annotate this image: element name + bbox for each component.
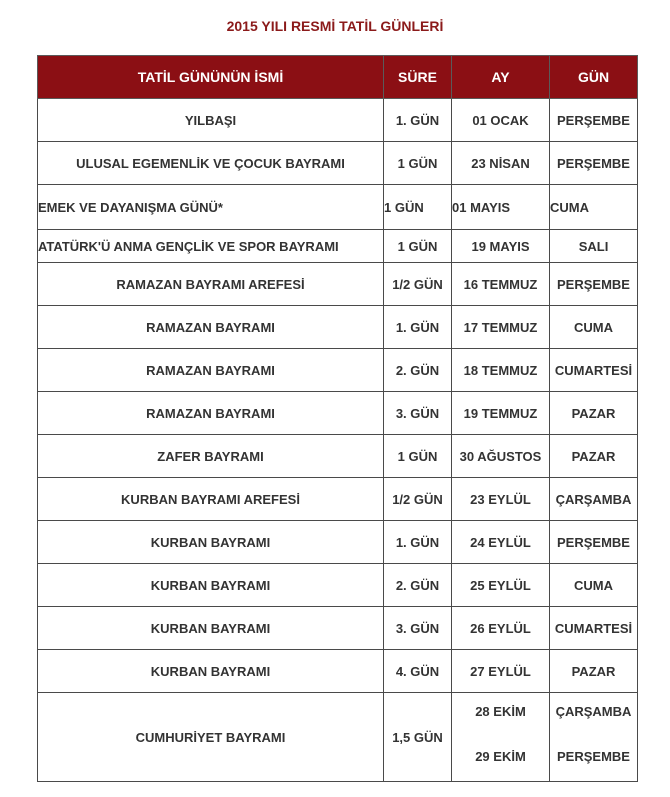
holiday-duration: 1/2 GÜN bbox=[384, 263, 452, 306]
holiday-date bbox=[452, 693, 550, 782]
holiday-weekday: CUMA bbox=[550, 306, 638, 349]
holiday-name: CUMHURİYET BAYRAMI bbox=[38, 693, 384, 782]
holiday-date: 26 EYLÜL bbox=[452, 607, 550, 650]
table-row bbox=[38, 99, 638, 142]
page-title: 2015 YILI RESMİ TATİL GÜNLERİ bbox=[226, 18, 444, 34]
holiday-date: 25 EYLÜL bbox=[452, 564, 550, 607]
holiday-weekday: PERŞEMBE bbox=[550, 521, 638, 564]
holiday-duration: 1. GÜN bbox=[384, 99, 452, 142]
holiday-table bbox=[37, 55, 638, 782]
holiday-duration: 3. GÜN bbox=[384, 392, 452, 435]
holiday-name: RAMAZAN BAYRAMI bbox=[38, 306, 384, 349]
holiday-weekday: PAZAR bbox=[550, 392, 638, 435]
holiday-weekday: PAZAR bbox=[550, 435, 638, 478]
holiday-weekday: PERŞEMBE bbox=[550, 263, 638, 306]
holiday-duration: 2. GÜN bbox=[384, 349, 452, 392]
holiday-name: ULUSAL EGEMENLİK VE ÇOCUK BAYRAMI bbox=[38, 142, 384, 185]
holiday-weekday: PERŞEMBE bbox=[550, 142, 638, 185]
holiday-duration: 1 GÜN bbox=[384, 435, 452, 478]
holiday-name: RAMAZAN BAYRAMI bbox=[38, 392, 384, 435]
holiday-date: 19 MAYIS bbox=[452, 230, 550, 263]
holiday-duration: 1. GÜN bbox=[384, 521, 452, 564]
holiday-date: 18 TEMMUZ bbox=[452, 349, 550, 392]
holiday-duration: 1/2 GÜN bbox=[384, 478, 452, 521]
holiday-name: KURBAN BAYRAMI AREFESİ bbox=[38, 478, 384, 521]
header-month: AY bbox=[452, 56, 550, 99]
table-row bbox=[38, 306, 638, 349]
holiday-weekday: CUMA bbox=[550, 564, 638, 607]
holiday-date: 01 MAYIS bbox=[452, 185, 550, 230]
table-row bbox=[38, 185, 638, 230]
holiday-date: 23 EYLÜL bbox=[452, 478, 550, 521]
table-header-row bbox=[38, 56, 638, 99]
holiday-name: ATATÜRK'Ü ANMA GENÇLİK VE SPOR BAYRAMI bbox=[38, 230, 384, 263]
holiday-name: KURBAN BAYRAMI bbox=[38, 650, 384, 693]
table-row bbox=[38, 142, 638, 185]
table-row bbox=[38, 521, 638, 564]
table-row bbox=[38, 435, 638, 478]
table-row bbox=[38, 564, 638, 607]
holiday-weekday: CUMARTESİ bbox=[550, 349, 638, 392]
holiday-duration: 1 GÜN bbox=[384, 230, 452, 263]
holiday-name: RAMAZAN BAYRAMI AREFESİ bbox=[38, 263, 384, 306]
table-row bbox=[38, 478, 638, 521]
table-row bbox=[38, 607, 638, 650]
holiday-date: 23 NİSAN bbox=[452, 142, 550, 185]
table-row bbox=[38, 230, 638, 263]
holiday-duration: 4. GÜN bbox=[384, 650, 452, 693]
holiday-weekday: CUMARTESİ bbox=[550, 607, 638, 650]
header-holiday-name: TATİL GÜNÜNÜN İSMİ bbox=[38, 56, 384, 99]
holiday-name: KURBAN BAYRAMI bbox=[38, 564, 384, 607]
holiday-weekday: SALI bbox=[550, 230, 638, 263]
holiday-date-line: 28 EKİM bbox=[475, 704, 526, 719]
holiday-weekday bbox=[550, 693, 638, 782]
holiday-weekday: CUMA bbox=[550, 185, 638, 230]
header-duration: SÜRE bbox=[384, 56, 452, 99]
holiday-duration: 1 GÜN bbox=[384, 185, 452, 230]
holiday-name: EMEK VE DAYANIŞMA GÜNÜ* bbox=[38, 185, 384, 230]
holiday-name: ZAFER BAYRAMI bbox=[38, 435, 384, 478]
holiday-date: 24 EYLÜL bbox=[452, 521, 550, 564]
holiday-date: 27 EYLÜL bbox=[452, 650, 550, 693]
holiday-duration: 1. GÜN bbox=[384, 306, 452, 349]
table-row bbox=[38, 349, 638, 392]
holiday-date: 17 TEMMUZ bbox=[452, 306, 550, 349]
holiday-date: 19 TEMMUZ bbox=[452, 392, 550, 435]
table-row bbox=[38, 650, 638, 693]
holiday-weekday-line: PERŞEMBE bbox=[557, 749, 630, 764]
holiday-duration: 1,5 GÜN bbox=[384, 693, 452, 782]
holiday-duration: 3. GÜN bbox=[384, 607, 452, 650]
holiday-duration: 1 GÜN bbox=[384, 142, 452, 185]
holiday-weekday: PAZAR bbox=[550, 650, 638, 693]
table-row bbox=[38, 693, 638, 782]
holiday-name: YILBAŞI bbox=[38, 99, 384, 142]
holiday-duration: 2. GÜN bbox=[384, 564, 452, 607]
holiday-weekday-line: ÇARŞAMBA bbox=[555, 704, 632, 719]
header-day: GÜN bbox=[550, 56, 638, 99]
holiday-weekday: ÇARŞAMBA bbox=[550, 478, 638, 521]
table-row bbox=[38, 263, 638, 306]
holiday-name: KURBAN BAYRAMI bbox=[38, 607, 384, 650]
holiday-name: RAMAZAN BAYRAMI bbox=[38, 349, 384, 392]
holiday-name: KURBAN BAYRAMI bbox=[38, 521, 384, 564]
holiday-date: 01 OCAK bbox=[452, 99, 550, 142]
holiday-date-line: 29 EKİM bbox=[475, 749, 526, 764]
table-row bbox=[38, 392, 638, 435]
holiday-weekday: PERŞEMBE bbox=[550, 99, 638, 142]
holiday-date: 16 TEMMUZ bbox=[452, 263, 550, 306]
holiday-date: 30 AĞUSTOS bbox=[452, 435, 550, 478]
